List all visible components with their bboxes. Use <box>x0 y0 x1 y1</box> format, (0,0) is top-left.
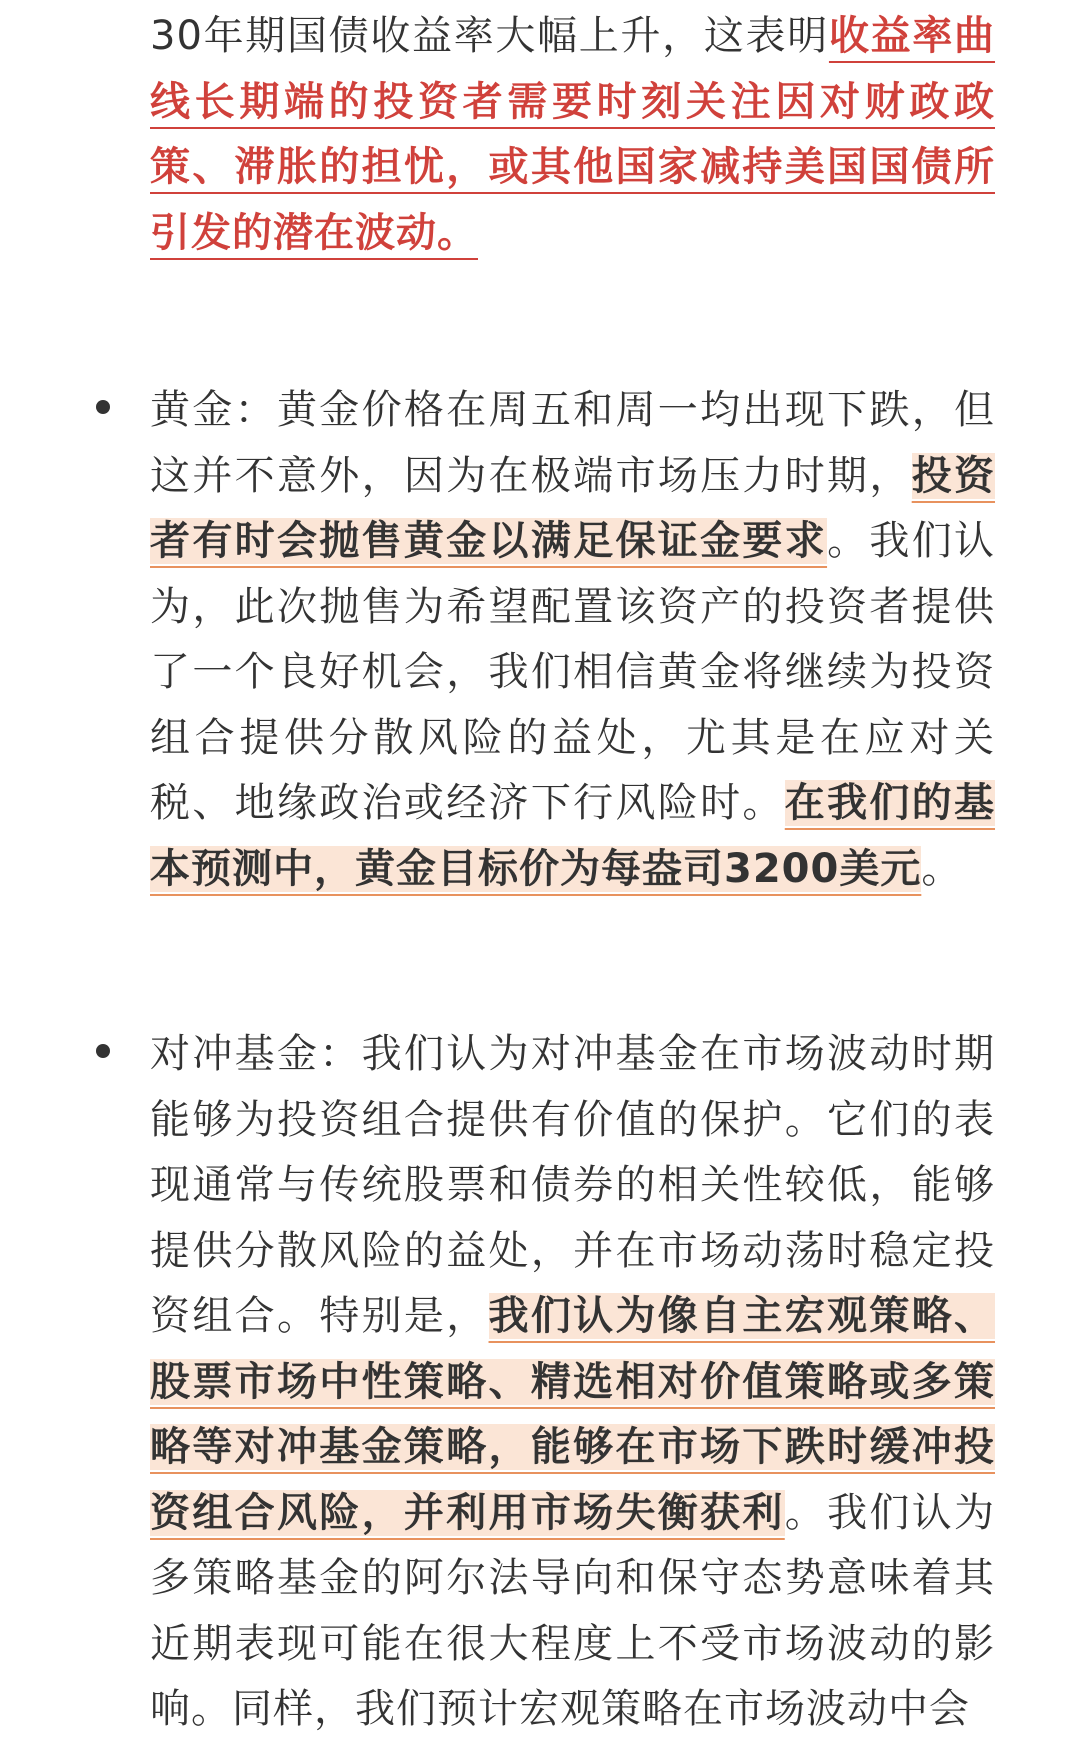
paragraph-treasury-yields <box>150 4 995 266</box>
list-item-text: 。 <box>921 845 963 892</box>
red-highlight-text: 收益率曲线长期端的投资者需要时刻关注因对财政政策、滞胀的担忧，或其他国家减持美国国债所引发的潜在波动。 <box>150 13 996 256</box>
bullet-icon <box>96 1044 110 1058</box>
list-item-text: 。我们认为多策略基金的阿尔法导向和保守态势意味着其近期表现可能在很大程度上不受市场波动的影响。同样，我们预计宏观策略在市场波动中会 <box>150 1489 996 1732</box>
list-item-hedge-funds <box>150 1022 995 1743</box>
list-item-label: 对冲基金： <box>150 1031 362 1077</box>
list-item-text: 黄金价格在周五和周一均出现下跌，但这并不意外，因为在极端市场压力时期， <box>150 387 996 499</box>
list-item-label: 黄金： <box>150 387 277 433</box>
list-item-text: 。我们认为，此次抛售为希望配置该资产的投资者提供了一个良好机会，我们相信黄金将继续为投资组合提供分散风险的益处，尤其是在应对关税、地缘政治或经济下行风险时。 <box>150 518 996 826</box>
paragraph-lead-text: 30年期国债收益率大幅上升，这表明 <box>150 13 829 59</box>
highlight-text: 我们认为像自主宏观策略、股票市场中性策略、精选相对价值策略或多策略等对冲基金策略，能够在市场下跌时缓冲投资组合风险，并利用市场失衡获利 <box>150 1293 996 1536</box>
list-item-text: 我们认为对冲基金在市场波动时期能够为投资组合提供有价值的保护。它们的表现通常与传统股票和债券的相关性较低，能够提供分散风险的益处，并在市场动荡时稳定投资组合。特别是， <box>150 1031 996 1339</box>
list-item-gold <box>150 378 995 902</box>
highlight-text: 投资者有时会抛售黄金以满足保证金要求 <box>150 452 996 564</box>
highlight-text: 在我们的基本预测中，黄金目标价为每盎司3200美元 <box>150 780 996 892</box>
bullet-icon <box>96 400 110 414</box>
